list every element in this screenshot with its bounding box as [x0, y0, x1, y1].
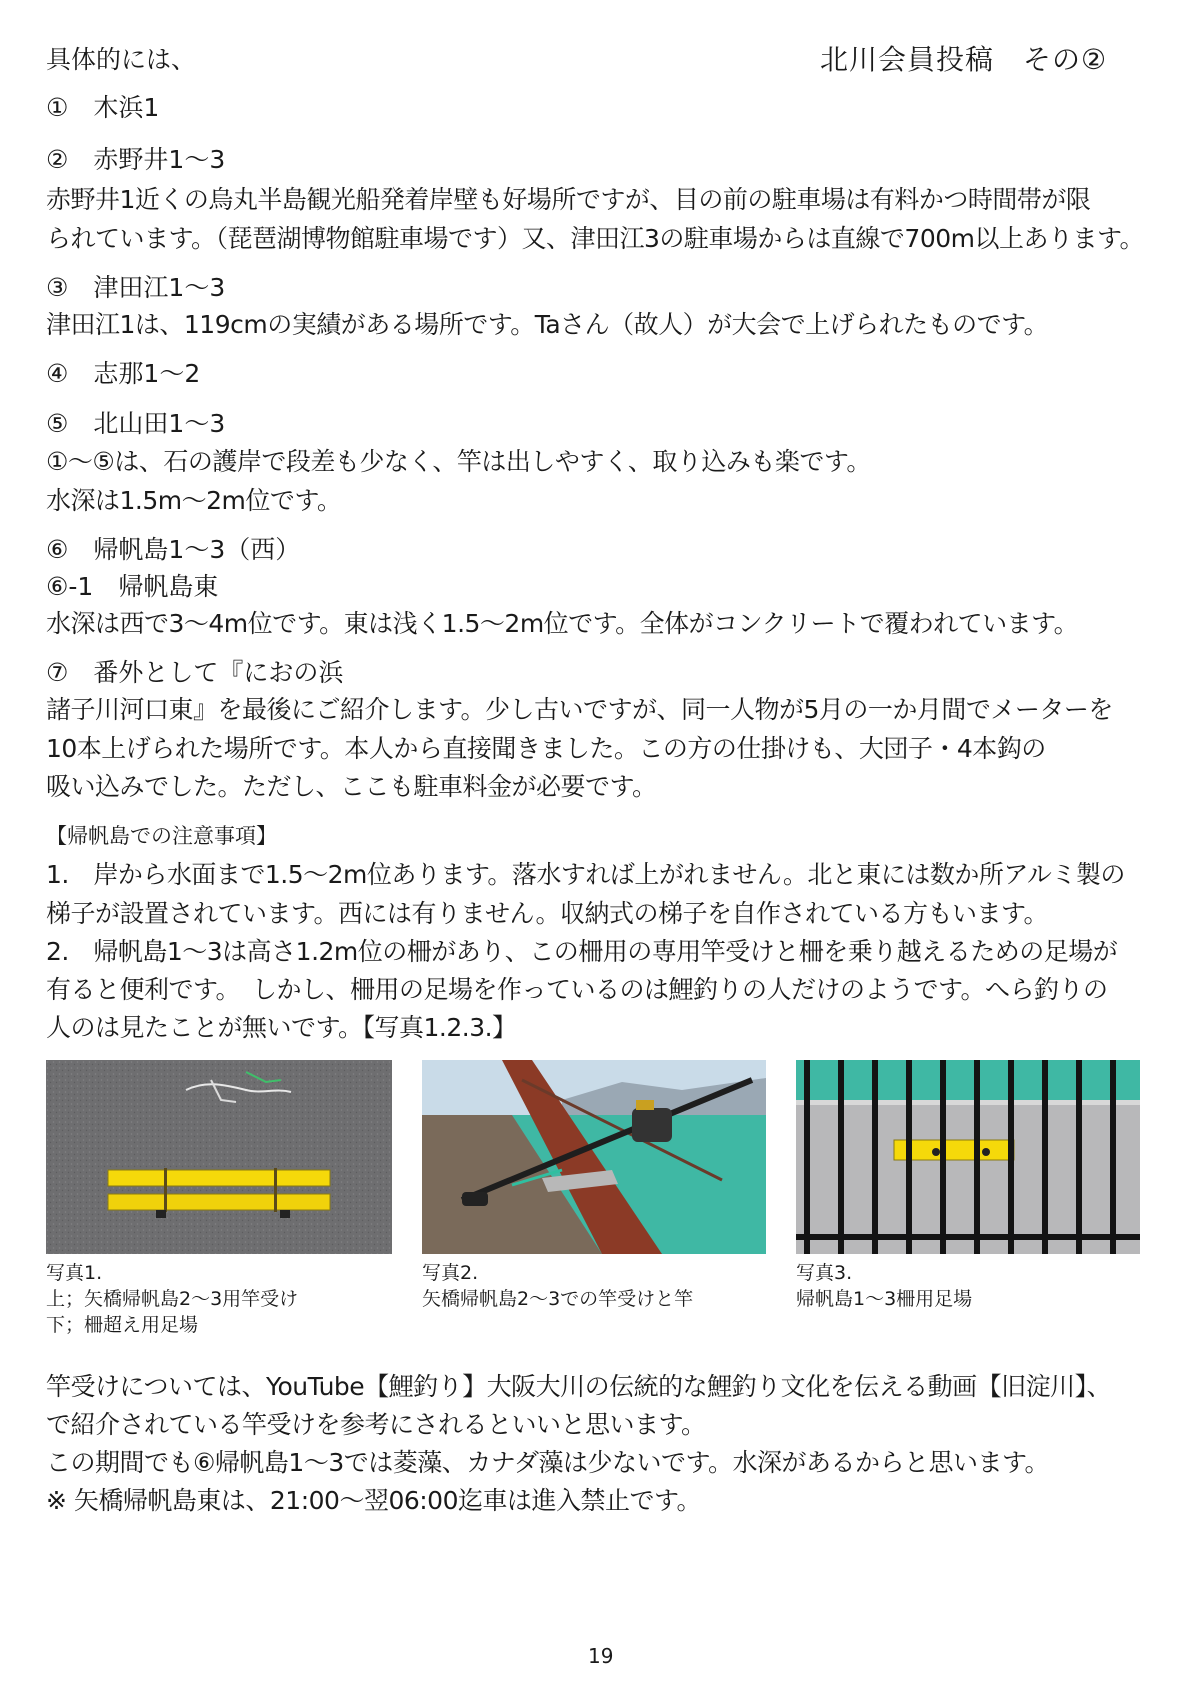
- section-1-heading: ① 木浜1: [46, 93, 160, 122]
- footer-line-4: ※ 矢橋帰帆島東は、21:00～翌06:00迄車は進入禁止です。: [46, 1486, 701, 1515]
- section-7-line-2: 10本上げられた場所です。本人から直接聞きました。この方の仕掛けも、大団子・4本鈎の: [46, 734, 1046, 763]
- page-title: 北川会員投稿 その②: [820, 43, 1108, 76]
- footer-line-1: 竿受けについては、YouTube【鯉釣り】大阪大川の伝統的な鯉釣り文化を伝える動画【旧淀川】、: [46, 1372, 1112, 1401]
- section-2-line-1: 赤野井1近くの烏丸半島観光船発着岸壁も好場所ですが、目の前の駐車場は有料かつ時間帯が限: [46, 185, 1091, 214]
- notes-line-3: 2. 帰帆島1～3は高さ1.2m位の柵があり、この柵用の専用竿受けと柵を乗り越えるための足場が: [46, 937, 1118, 966]
- intro-text: 具体的には、: [46, 45, 197, 74]
- section-5-line-2: 水深は1.5m～2m位です。: [46, 486, 342, 515]
- notes-line-5: 人のは見たことが無いです。【写真1.2.3.】: [46, 1013, 517, 1042]
- footer-line-2: で紹介されている竿受けを参考にされるといいと思います。: [46, 1410, 706, 1439]
- photo-2: [422, 1060, 766, 1254]
- notes-heading: 【帰帆島での注意事項】: [46, 824, 277, 848]
- section-7-line-1: 諸子川河口東』を最後にご紹介します。少し古いですが、同一人物が5月の一か月間でメーターを: [46, 695, 1113, 724]
- photo-3-image: [796, 1060, 1140, 1254]
- section-2-line-2: られています。（琵琶湖博物館駐車場です）又、津田江3の駐車場からは直線で700m以上あります。: [46, 224, 1144, 253]
- footer-line-3: この期間でも⑥帰帆島1～3では菱藻、カナダ藻は少ないです。水深があるからと思います。: [46, 1448, 1049, 1477]
- section-7-line-3: 吸い込みでした。ただし、ここも駐車料金が必要です。: [46, 772, 657, 801]
- section-6-heading: ⑥ 帰帆島1～3（西）: [46, 535, 301, 564]
- photo-1-caption: 写真1. 上；矢橋帰帆島2～3用竿受け 下；柵超え用足場: [46, 1262, 299, 1336]
- photo-3-caption: 写真3. 帰帆島1～3柵用足場: [796, 1262, 973, 1310]
- section-3-line-1: 津田江1は、119cmの実績がある場所です。Taさん（故人）が大会で上げられたものです。: [46, 310, 1049, 339]
- section-6-1-heading: ⑥-1 帰帆島東: [46, 572, 219, 601]
- section-4-heading: ④ 志那1～2: [46, 359, 201, 388]
- photo-2-image: [422, 1060, 766, 1254]
- section-5-line-1: ①～⑤は、石の護岸で段差も少なく、竿は出しやすく、取り込みも楽です。: [46, 447, 871, 476]
- notes-line-2: 梯子が設置されています。西には有りません。収納式の梯子を自作されている方もいます。: [46, 899, 1049, 928]
- section-3-heading: ③ 津田江1～3: [46, 273, 226, 302]
- page-number: 19: [588, 1644, 614, 1668]
- section-7-heading: ⑦ 番外として『におの浜: [46, 658, 344, 687]
- section-2-heading: ② 赤野井1～3: [46, 145, 226, 174]
- section-5-heading: ⑤ 北山田1～3: [46, 409, 226, 438]
- notes-line-1: 1. 岸から水面まで1.5～2m位あります。落水すれば上がれません。北と東には数か所アルミ製の: [46, 860, 1125, 889]
- notes-line-4: 有ると便利です。 しかし、柵用の足場を作っているのは鯉釣りの人だけのようです。へら釣りの: [46, 975, 1108, 1004]
- photo-3: [796, 1060, 1140, 1254]
- photo-1-image: [46, 1060, 392, 1254]
- photo-1: [46, 1060, 392, 1254]
- photo-2-caption: 写真2. 矢橋帰帆島2～3での竿受けと竿: [422, 1262, 694, 1310]
- section-6-line-1: 水深は西で3～4m位です。東は浅く1.5～2m位です。全体がコンクリートで覆われています。: [46, 609, 1079, 638]
